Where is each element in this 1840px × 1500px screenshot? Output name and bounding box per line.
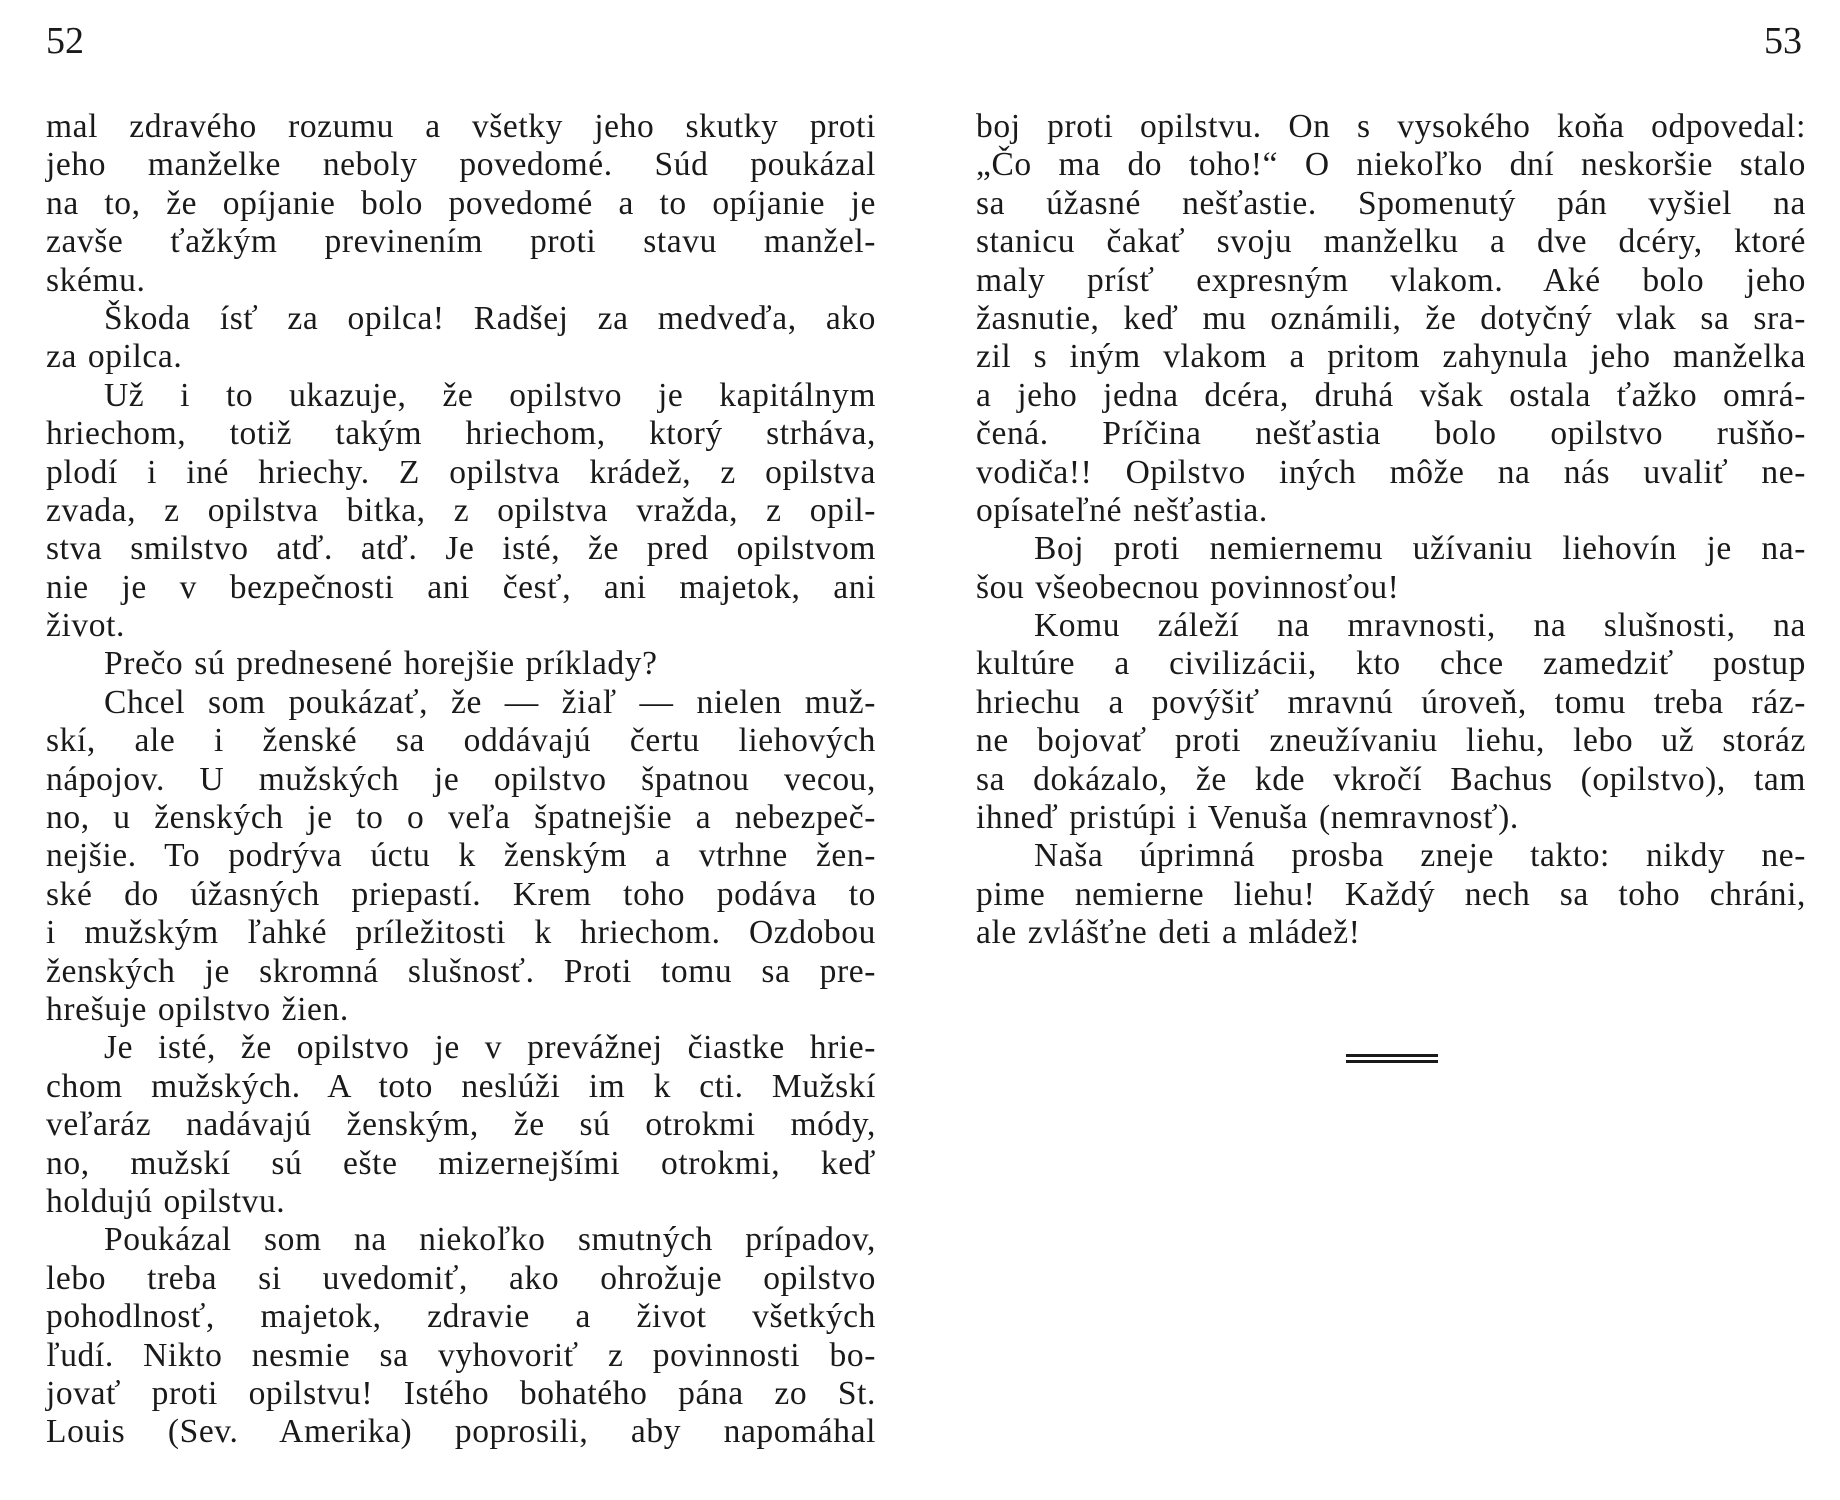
text-line: hrešuje opilstvo žien.	[46, 990, 349, 1028]
text-line: stanicu čakať svoju manželku a dve dcéry, ktoré	[976, 223, 1806, 261]
text-line: skí, ale i ženské sa oddávajú čertu liehových	[46, 722, 876, 760]
text-line: ne bojovať proti zneužívaniu liehu, lebo už storáz	[976, 722, 1806, 760]
section-end-divider	[1346, 1054, 1438, 1064]
text-line: ské do úžasných priepastí. Krem toho podáva to	[46, 875, 876, 913]
text-line: pohodlnosť, majetok, zdravie a život všetkých	[46, 1298, 876, 1336]
text-line: hriechom, totiž takým hriechom, ktorý strháva,	[46, 415, 876, 453]
text-line: boj proti opilstvu. On s vysokého koňa odpovedal:	[976, 108, 1806, 145]
text-line: nejšie. To podrýva úctu k ženským a vtrhne žen-	[46, 837, 876, 875]
text-line: „Čo ma do toho!“ O niekoľko dní neskoršie stalo	[976, 146, 1806, 184]
text-line: a jeho jedna dcéra, druhá však ostala ťažko omrá-	[976, 376, 1806, 414]
text-line: vodiča!! Opilstvo iných môže na nás uvaliť ne-	[976, 453, 1806, 491]
text-line: Naša úprimná prosba zneje takto: nikdy ne-	[1034, 837, 1806, 875]
text-line: veľaráz nadávajú ženským, že sú otrokmi módy,	[46, 1106, 876, 1144]
text-line: Chcel som poukázať, že — žiaľ — nielen muž-	[104, 683, 876, 721]
text-line: Poukázal som na niekoľko smutných prípadov,	[104, 1221, 876, 1259]
text-line: Boj proti nemiernemu užívaniu liehovín je na-	[1034, 530, 1806, 568]
text-line: skému.	[46, 261, 146, 299]
text-line: Už i to ukazuje, že opilstvo je kapitálnym	[104, 376, 876, 414]
text-line: Komu záleží na mravnosti, na slušnosti, na	[1034, 607, 1806, 645]
text-line: Škoda ísť za opilca! Radšej za medveďa, ako	[104, 299, 876, 337]
page-number-right: 53	[1764, 20, 1802, 62]
right-page-text	[976, 108, 1806, 953]
text-line: sa dokázalo, že kde vkročí Bachus (opilstvo), tam	[976, 760, 1806, 798]
text-line: i mužským ľahké príležitosti k hriechom. Ozdobou	[46, 914, 876, 952]
text-line: ihneď pristúpi i Venuša (nemravnosť).	[976, 799, 1519, 837]
text-line: plodí i iné hriechy. Z opilstva krádež, z opilstva	[46, 453, 876, 491]
divider-line-top	[1346, 1054, 1438, 1057]
text-line: no, mužskí sú ešte mizernejšími otrokmi, keď	[46, 1144, 876, 1182]
text-line: čená. Príčina nešťastia bolo opilstvo rušňo-	[976, 415, 1806, 453]
text-line: lebo treba si uvedomiť, ako ohrožuje opilstvo	[46, 1259, 876, 1297]
text-line: maly prísť expresným vlakom. Aké bolo jeho	[976, 261, 1806, 299]
text-line: stva smilstvo atď. atď. Je isté, že pred opilstvom	[46, 530, 876, 568]
text-line: žasnutie, keď mu oznámili, že dotyčný vlak sa sra-	[976, 299, 1806, 337]
left-page-text	[46, 108, 876, 1452]
text-line: ale zvlášťne deti a mládež!	[976, 914, 1361, 952]
text-line: chom mužských. A toto neslúži im k cti. Mužskí	[46, 1067, 876, 1105]
text-line: holdujú opilstvu.	[46, 1182, 286, 1220]
divider-line-bottom	[1346, 1060, 1438, 1063]
text-line: ženských je skromná slušnosť. Proti tomu sa pre-	[46, 952, 876, 990]
text-line: život.	[46, 607, 125, 645]
text-line: Louis (Sev. Amerika) poprosili, aby napomáhal	[46, 1413, 876, 1451]
text-line: na to, že opíjanie bolo povedomé a to opíjanie je	[46, 184, 876, 222]
text-line: ľudí. Nikto nesmie sa vyhovoriť z povinnosti bo-	[46, 1336, 876, 1374]
text-line: šou všeobecnou povinnosťou!	[976, 568, 1400, 606]
text-line: zil s iným vlakom a pritom zahynula jeho manželka	[976, 338, 1806, 376]
text-line: hriechu a povýšiť mravnú úroveň, tomu treba ráz-	[976, 683, 1806, 721]
text-line: no, u ženských je to o veľa špatnejšie a nebezpeč-	[46, 799, 876, 837]
text-line: jovať proti opilstvu! Istého bohatého pána zo St.	[46, 1374, 876, 1412]
text-line: sa úžasné nešťastie. Spomenutý pán vyšiel na	[976, 184, 1806, 222]
page-number-left: 52	[46, 20, 84, 62]
text-line: zavše ťažkým previnením proti stavu manžel-	[46, 223, 876, 261]
text-line: zvada, z opilstva bitka, z opilstva vražda, z opil-	[46, 491, 876, 529]
text-line: mal zdravého rozumu a všetky jeho skutky proti	[46, 108, 876, 145]
text-line: nápojov. U mužských je opilstvo špatnou vecou,	[46, 760, 876, 798]
text-line: kultúre a civilizácii, kto chce zamedziť postup	[976, 645, 1806, 683]
text-line: pime nemierne liehu! Každý nech sa toho chráni,	[976, 875, 1806, 913]
text-line: Je isté, že opilstvo je v prevážnej čiastke hrie-	[104, 1029, 876, 1067]
text-line: nie je v bezpečnosti ani česť, ani majetok, ani	[46, 568, 876, 606]
text-line: za opilca.	[46, 338, 183, 376]
text-line: Prečo sú prednesené horejšie príklady?	[104, 645, 658, 683]
text-line: jeho manželke neboly povedomé. Súd poukázal	[46, 146, 876, 184]
text-line: opísateľné nešťastia.	[976, 491, 1268, 529]
